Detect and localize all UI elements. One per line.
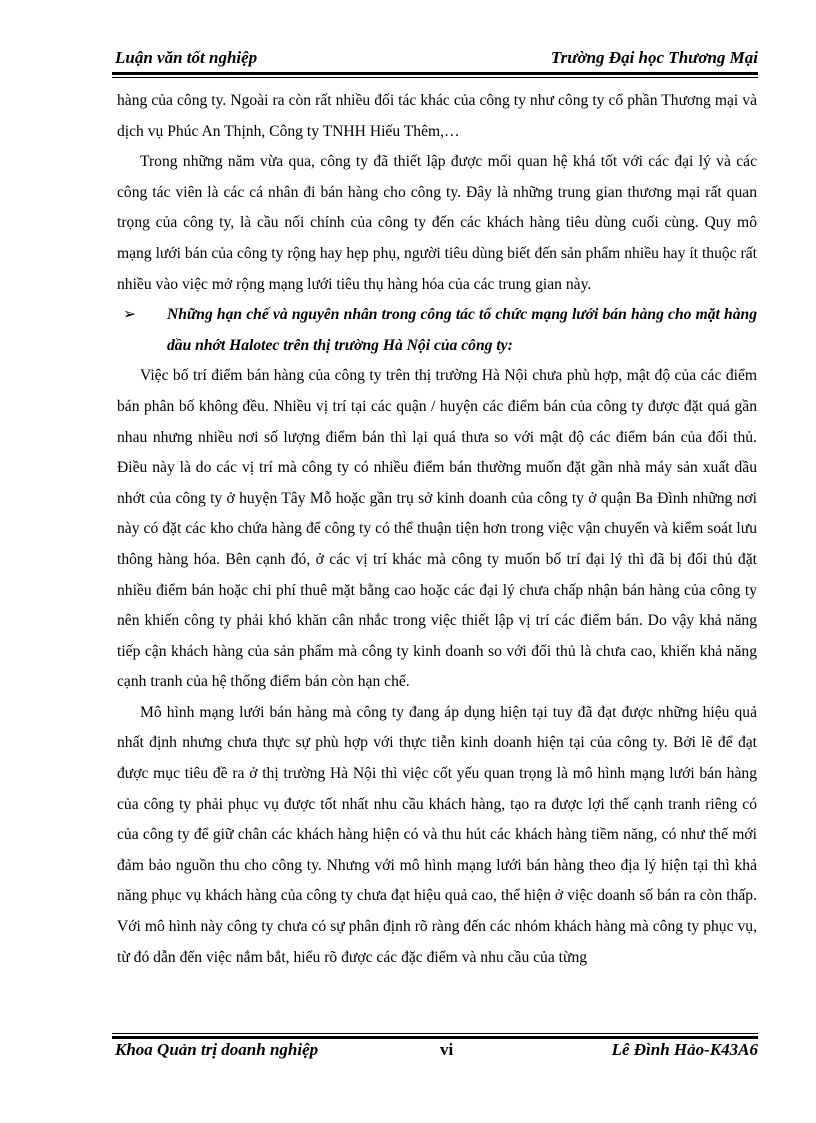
- section-heading-text: Những hạn chế và nguyên nhân trong công tác tổ chức mạng lưới bán hàng cho mặt hàng dầu nhớt Halotec trên thị trường Hà Nội của công ty:: [167, 306, 757, 354]
- footer-faculty: Khoa Quản trị doanh nghiệp: [115, 1040, 319, 1059]
- paragraph-network-model: Mô hình mạng lưới bán hàng mà công ty đang áp dụng hiện tại tuy đã đạt được những hiệu quả nhất định nhưng chưa thực sự phù hợp với thực tiễn kinh doanh hiện tại của công ty. Bởi lẽ để đạt được mục tiêu đề ra ở thị trường Hà Nội thì việc cốt yếu quan trọng là mô hình mạng lưới bán hàng của công ty phải phục vụ được tốt nhất nhu cầu khách hàng, tạo ra được lợi thế cạnh tranh riêng có của công ty để giữ chân các khách hàng hiện có và thu hút các khách hàng tiềm năng, có như thế mới đảm bảo nguồn thu cho công ty. Nhưng với mô hình mạng lưới bán hàng theo địa lý hiện tại thì khả năng phục vụ khách hàng của công ty chưa đạt hiệu quả cao, thể hiện ở việc doanh số bán ra còn thấp. Với mô hình này công ty chưa có sự phân định rõ ràng đến các nhóm khách hàng mà công ty phục vụ, từ đó dẫn đến việc nắm bắt, hiểu rõ được các đặc điểm và nhu cầu của từng: [117, 703, 757, 966]
- header-divider: [112, 72, 758, 78]
- page-body: [117, 86, 757, 973]
- paragraph-agents: Trong những năm vừa qua, công ty đã thiết lập được mối quan hệ khá tốt với các đại lý và các công tác viên là các cá nhân đi bán hàng cho công ty. Đây là những trung gian thương mại rất quan trọng của công ty, là cầu nối chính của công ty đến các khách hàng tiêu dùng cuối cùng. Quy mô mạng lưới bán của công ty rộng hay hẹp phụ, người tiêu dùng biết đến sản phẩm nhiều hay ít thuộc rất nhiều vào việc mở rộng mạng lưới tiêu thụ hàng hóa của các trung gian này.: [117, 153, 757, 293]
- page-number: vi: [440, 1040, 454, 1059]
- paragraph-sales-points: Việc bố trí điểm bán hàng của công ty trên thị trường Hà Nội chưa phù hợp, mật độ của các điểm bán phân bố không đều. Nhiều vị trí tại các quận / huyện các điểm bán của công ty được đặt quá gần nhau nhưng nhiều nơi số lượng điểm bán thì lại quá thưa so với mật độ các điểm bán của đối thủ. Điều này là do các vị trí mà công ty có nhiều điểm bán thường muốn đặt gần nhà máy sản xuất dầu nhớt của công ty ở huyện Tây Mỗ hoặc gần trụ sở kinh doanh của công ty ở quận Ba Đình những nơi này có đặt các kho chứa hàng để công ty có thể thuận tiện hơn trong việc vận chuyển và kiểm soát lưu thông hàng hóa. Bên cạnh đó, ở các vị trí khác mà công ty muốn bố trí đại lý thì đã bị đối thủ đặt nhiều điểm bán hoặc chi phí thuê mặt bằng cao hoặc các đại lý chưa chấp nhận bán hàng của công ty nên khiến công ty phải khó khăn cân nhắc trong việc thiết lập vị trí các điểm bán. Do vậy khả năng tiếp cận khách hàng của sản phẩm mà công ty kinh doanh so với đối thủ là chưa cao, khiến khả năng cạnh tranh của hệ thống điểm bán còn hạn chế.: [117, 367, 757, 691]
- paragraph-continued: hàng của công ty. Ngoài ra còn rất nhiều đối tác khác của công ty như công ty cổ phần Thương mại và dịch vụ Phúc An Thịnh, Công ty TNHH Hiếu Thêm,…: [117, 92, 757, 140]
- header-thesis-title: Luận văn tốt nghiệp: [115, 48, 258, 67]
- footer-divider: [112, 1033, 758, 1039]
- footer-author: Lê Đình Hảo-K43A6: [611, 1040, 758, 1059]
- page-header: [115, 48, 758, 72]
- page-footer: [115, 1040, 758, 1064]
- section-heading: [117, 300, 757, 361]
- arrow-bullet-icon: ➢: [123, 306, 137, 324]
- header-university: Trường Đại học Thương Mại: [550, 48, 758, 67]
